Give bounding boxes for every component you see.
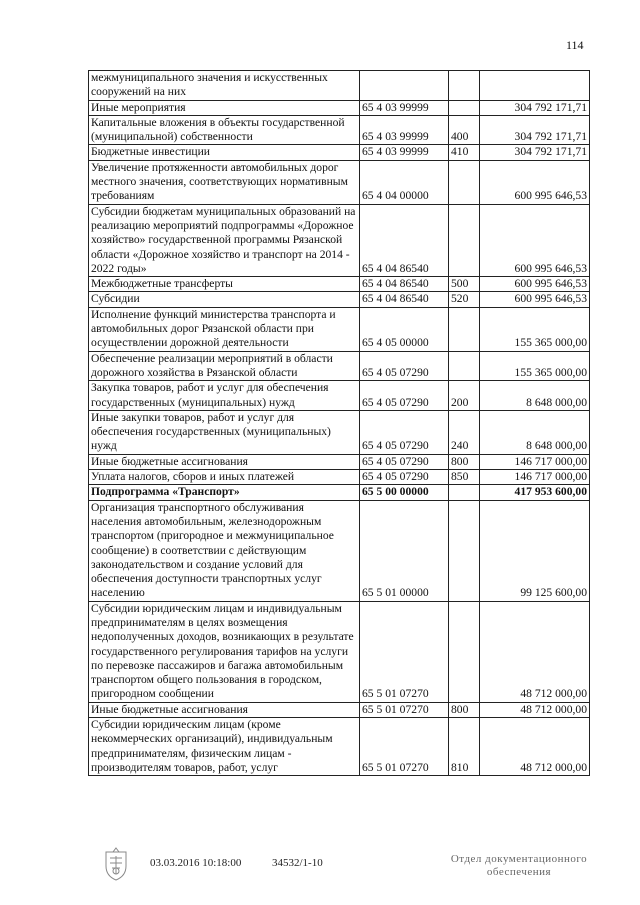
row-amount: 304 792 171,71 [480,100,590,115]
footer-doc-id: 34532/1-10 [272,857,323,869]
row-code: 65 4 05 07290 [360,351,449,381]
table-row [89,381,590,411]
table-row [89,292,590,307]
row-amount: 146 717 000,00 [480,470,590,485]
row-name: Субсидии [89,292,360,307]
row-expense-type: 240 [449,410,480,454]
footer-datetime: 03.03.2016 10:18:00 [150,857,242,869]
row-code: 65 4 03 99999 [360,100,449,115]
row-expense-type [449,500,480,601]
table-row [89,100,590,115]
row-name: Исполнение функций министерства транспорта и автомобильных дорог Рязанской области при осуществлении дорожной деятельности [89,307,360,351]
row-code: 65 4 05 07290 [360,381,449,411]
table-row [89,485,590,500]
row-expense-type [449,160,480,204]
row-expense-type: 800 [449,702,480,717]
table-row [89,307,590,351]
table-row [89,718,590,776]
row-code: 65 4 05 07290 [360,454,449,469]
row-amount: 48 712 000,00 [480,601,590,702]
row-name: Иные мероприятия [89,100,360,115]
row-amount [480,71,590,101]
row-expense-type [449,100,480,115]
row-code [360,71,449,101]
row-amount: 155 365 000,00 [480,351,590,381]
row-name: Увеличение протяженности автомобильных дорог местного значения, соответствующих нормативным требованиям [89,160,360,204]
row-amount: 600 995 646,53 [480,277,590,292]
row-expense-type [449,351,480,381]
row-amount: 155 365 000,00 [480,307,590,351]
row-amount: 304 792 171,71 [480,145,590,160]
page-number: 114 [566,38,584,52]
row-name: Уплата налогов, сборов и иных платежей [89,470,360,485]
table-row [89,470,590,485]
row-amount: 99 125 600,00 [480,500,590,601]
coat-of-arms-icon [100,846,132,882]
row-amount: 304 792 171,71 [480,115,590,145]
row-code: 65 4 03 99999 [360,115,449,145]
row-code: 65 4 03 99999 [360,145,449,160]
row-name: Подпрограмма «Транспорт» [89,485,360,500]
row-name: Закупка товаров, работ и услуг для обеспечения государственных (муниципальных) нужд [89,381,360,411]
row-amount: 48 712 000,00 [480,718,590,776]
row-expense-type: 400 [449,115,480,145]
row-expense-type: 810 [449,718,480,776]
budget-table-body [89,71,590,776]
row-name: Иные бюджетные ассигнования [89,454,360,469]
row-expense-type: 850 [449,470,480,485]
row-code: 65 4 04 86540 [360,292,449,307]
table-row [89,277,590,292]
table-row [89,351,590,381]
table-row [89,71,590,101]
row-code: 65 5 01 07270 [360,702,449,717]
row-amount: 417 953 600,00 [480,485,590,500]
row-amount: 8 648 000,00 [480,381,590,411]
table-row [89,160,590,204]
row-expense-type: 410 [449,145,480,160]
row-code: 65 4 05 07290 [360,470,449,485]
table-row [89,500,590,601]
row-name: Иные закупки товаров, работ и услуг для обеспечения государственных (муниципальных) нужд [89,410,360,454]
row-expense-type: 800 [449,454,480,469]
row-name: Иные бюджетные ассигнования [89,702,360,717]
row-name: Межбюджетные трансферты [89,277,360,292]
row-name: Капитальные вложения в объекты государственной (муниципальной) собственности [89,115,360,145]
row-name: Организация транспортного обслуживания населения автомобильным, железнодорожным транспортом (пригородное и межмуниципальное сообщение) в соответствии с действующим законодательством и создание условий для обеспечения доступности транспортных услуг населению [89,500,360,601]
department-stamp: Отдел документационного обеспечения [450,853,588,878]
row-name: Бюджетные инвестиции [89,145,360,160]
table-row [89,702,590,717]
row-amount: 600 995 646,53 [480,204,590,276]
row-code: 65 4 04 00000 [360,160,449,204]
row-code: 65 5 01 00000 [360,500,449,601]
row-amount: 600 995 646,53 [480,292,590,307]
row-code: 65 4 04 86540 [360,277,449,292]
row-code: 65 5 00 00000 [360,485,449,500]
row-amount: 48 712 000,00 [480,702,590,717]
table-row [89,454,590,469]
row-expense-type: 500 [449,277,480,292]
row-name: межмуниципального значения и искусственных сооружений на них [89,71,360,101]
row-expense-type [449,485,480,500]
row-expense-type: 520 [449,292,480,307]
row-name: Субсидии юридическим лицам и индивидуальным предпринимателям в целях возмещения недополученных доходов, возникающих в результате государственного регулирования тарифов на услуги по перевозке пассажиров и багажа автомобильным транспортом общего пользования в городском, пригородном сообщении [89,601,360,702]
row-expense-type [449,71,480,101]
table-row [89,601,590,702]
row-amount: 8 648 000,00 [480,410,590,454]
table-row [89,410,590,454]
row-name: Обеспечение реализации мероприятий в области дорожного хозяйства в Рязанской области [89,351,360,381]
row-amount: 146 717 000,00 [480,454,590,469]
table-row [89,204,590,276]
table-row [89,145,590,160]
row-name: Субсидии юридическим лицам (кроме некоммерческих организаций), индивидуальным предпринимателям, физическим лицам - производителям товаров, работ, услуг [89,718,360,776]
row-amount: 600 995 646,53 [480,160,590,204]
row-expense-type: 200 [449,381,480,411]
row-code: 65 4 05 07290 [360,410,449,454]
row-name: Субсидии бюджетам муниципальных образований на реализацию мероприятий подпрограммы «Дорожное хозяйство» государственной программы Рязанской области «Дорожное хозяйство и транспорт на 2014 - 2022 годы» [89,204,360,276]
row-expense-type [449,204,480,276]
row-code: 65 5 01 07270 [360,601,449,702]
budget-table [88,70,590,776]
row-code: 65 4 05 00000 [360,307,449,351]
row-code: 65 5 01 07270 [360,718,449,776]
row-code: 65 4 04 86540 [360,204,449,276]
row-expense-type [449,307,480,351]
row-expense-type [449,601,480,702]
table-row [89,115,590,145]
